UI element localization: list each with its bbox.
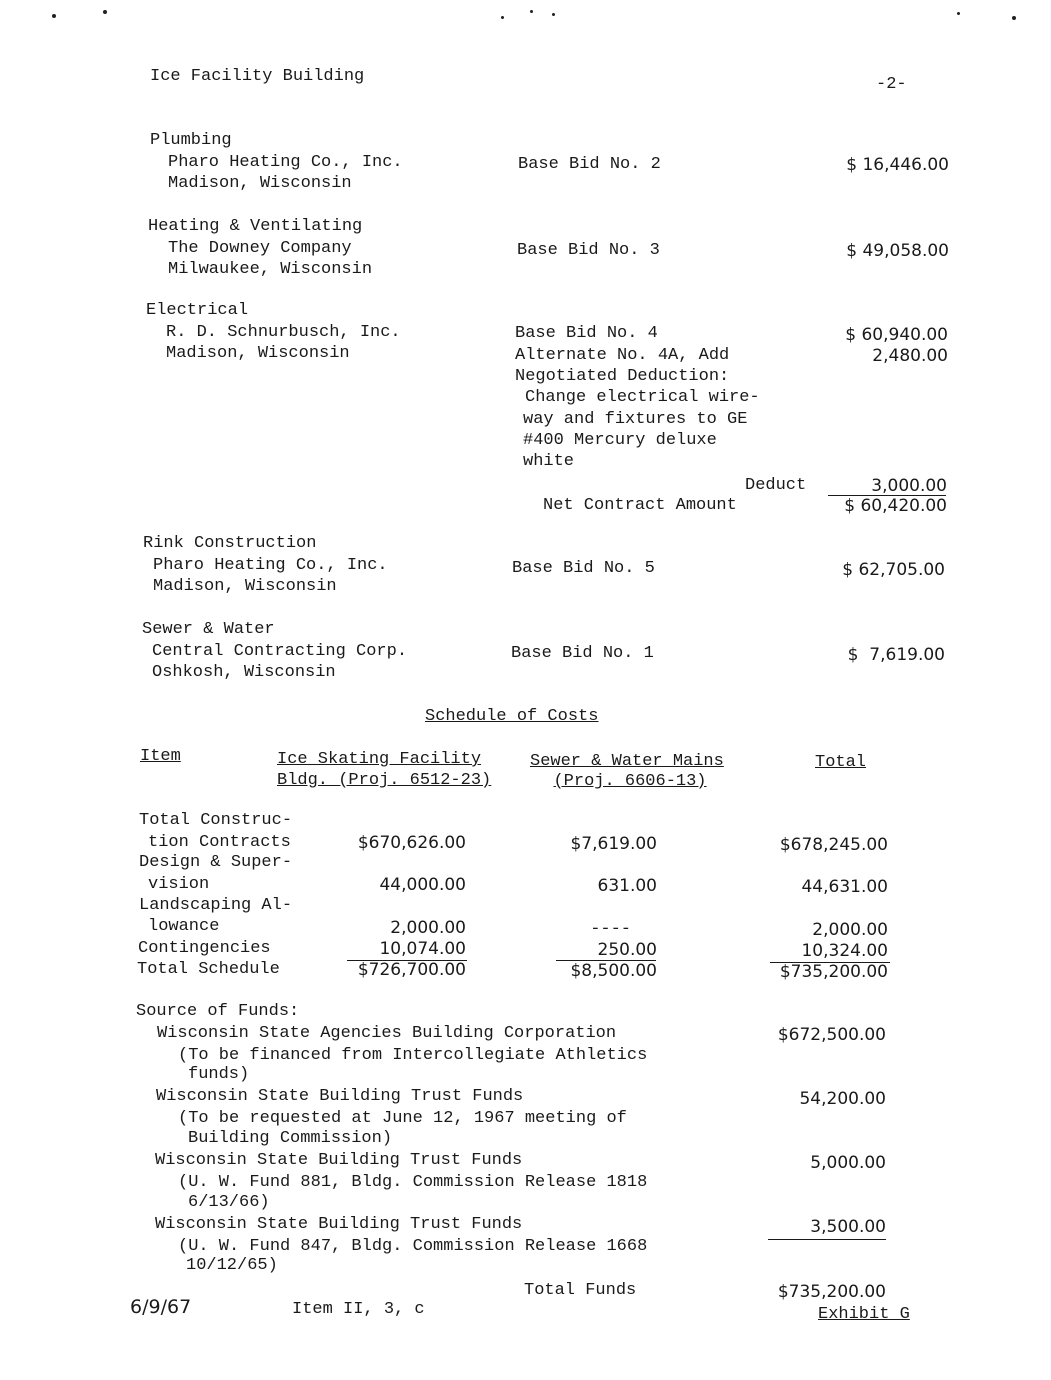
net-contract-label: Net Contract Amount — [543, 496, 737, 515]
column-header-sewer: Sewer & Water Mains — [530, 752, 724, 771]
bid-location: Madison, Wisconsin — [168, 174, 352, 193]
schedule-ice-value: $670,626.00 — [357, 833, 466, 853]
net-contract-amount: $ 60,420.00 — [844, 496, 947, 516]
footer-item-reference: Item II, 3, c — [292, 1300, 425, 1319]
bid-location: Oshkosh, Wisconsin — [152, 663, 336, 682]
fund-note: (U. W. Fund 881, Bldg. Commission Release 1818 — [178, 1173, 648, 1192]
deduct-label: Deduct — [745, 476, 807, 495]
scan-speck — [103, 10, 107, 14]
document-title: Ice Facility Building — [150, 67, 365, 86]
fund-note: 10/12/65) — [186, 1256, 278, 1275]
deduct-amount: 3,000.00 — [871, 476, 947, 496]
column-header-total: Total — [815, 753, 867, 772]
bid-number: Base Bid No. 3 — [517, 241, 660, 260]
schedule-total-value: 10,324.00 — [801, 941, 888, 961]
total-funds-amount: $735,200.00 — [777, 1282, 886, 1302]
schedule-item: Landscaping Al- — [139, 896, 293, 915]
schedule-item: lowance — [148, 917, 220, 936]
column-header-ice-project: Bldg. (Proj. 6512-23) — [277, 771, 492, 790]
deduction-description: way and fixtures to GE — [523, 410, 748, 429]
bid-location: Milwaukee, Wisconsin — [168, 260, 373, 279]
fund-source: Wisconsin State Building Trust Funds — [156, 1087, 524, 1106]
footer-date: 6/9/67 — [130, 1296, 192, 1318]
funds-title: Source of Funds: — [136, 1002, 300, 1021]
bid-amount: $ 7,619.00 — [847, 645, 945, 665]
schedule-ice-value: $726,700.00 — [357, 960, 466, 980]
schedule-total-value: $735,200.00 — [779, 962, 888, 982]
schedule-ice-value: 44,000.00 — [379, 875, 466, 895]
alternate-amount: 2,480.00 — [872, 346, 948, 366]
bid-number: Base Bid No. 1 — [511, 644, 654, 663]
fund-source: Wisconsin State Building Trust Funds — [155, 1151, 523, 1170]
schedule-total-value: 44,631.00 — [801, 877, 888, 897]
fund-note: (U. W. Fund 847, Bldg. Commission Release 1668 — [178, 1237, 648, 1256]
bid-amount: $ 16,446.00 — [846, 155, 949, 175]
column-header-sewer-project: (Proj. 6606-13) — [553, 772, 707, 791]
bid-trade: Rink Construction — [143, 534, 317, 553]
fund-amount: 3,500.00 — [810, 1217, 886, 1237]
schedule-ice-value: 2,000.00 — [390, 918, 466, 938]
schedule-item: Design & Super- — [139, 853, 293, 872]
schedule-total-value: 2,000.00 — [812, 920, 888, 940]
scan-speck — [1012, 16, 1016, 20]
bid-contractor: Central Contracting Corp. — [152, 642, 408, 661]
funds-sum-rule — [768, 1239, 886, 1240]
schedule-sewer-value: $7,619.00 — [570, 834, 657, 854]
scan-speck — [52, 14, 56, 18]
schedule-item: Contingencies — [138, 939, 271, 958]
bid-location: Madison, Wisconsin — [153, 577, 337, 596]
schedule-sewer-value: $8,500.00 — [570, 961, 657, 981]
scan-speck — [501, 16, 504, 19]
bid-trade: Heating & Ventilating — [148, 217, 363, 236]
bid-number: Base Bid No. 4 — [515, 324, 658, 343]
total-funds-label: Total Funds — [524, 1281, 637, 1300]
fund-source: Wisconsin State Agencies Building Corporation — [157, 1024, 617, 1043]
bid-contractor: R. D. Schnurbusch, Inc. — [166, 323, 401, 342]
fund-note: Building Commission) — [188, 1129, 393, 1148]
bid-amount: $ 49,058.00 — [846, 241, 949, 261]
page-number: -2- — [876, 75, 907, 94]
column-header-ice-facility: Ice Skating Facility — [277, 750, 482, 769]
bid-contractor: The Downey Company — [168, 239, 352, 258]
bid-trade: Electrical — [146, 301, 249, 320]
bid-trade: Sewer & Water — [142, 620, 275, 639]
schedule-sewer-value: 631.00 — [597, 876, 657, 896]
fund-source: Wisconsin State Building Trust Funds — [155, 1215, 523, 1234]
fund-amount: $672,500.00 — [777, 1025, 886, 1045]
fund-note: funds) — [188, 1065, 250, 1084]
scan-speck — [957, 12, 960, 15]
bid-trade: Plumbing — [150, 131, 232, 150]
fund-note: 6/13/66) — [188, 1193, 270, 1212]
fund-amount: 54,200.00 — [799, 1089, 886, 1109]
bid-contractor: Pharo Heating Co., Inc. — [153, 556, 388, 575]
schedule-title: Schedule of Costs — [425, 707, 599, 726]
schedule-item: Total Schedule — [137, 960, 280, 979]
bid-number: Base Bid No. 5 — [512, 559, 655, 578]
bid-contractor: Pharo Heating Co., Inc. — [168, 153, 403, 172]
scan-speck — [552, 13, 555, 16]
negotiated-label: Negotiated Deduction: — [515, 367, 730, 386]
bid-amount: $ 62,705.00 — [842, 560, 945, 580]
fund-amount: 5,000.00 — [810, 1153, 886, 1173]
footer-exhibit: Exhibit G — [818, 1305, 910, 1324]
scan-speck — [530, 10, 533, 13]
schedule-item: vision — [148, 875, 210, 894]
bid-location: Madison, Wisconsin — [166, 344, 350, 363]
deduction-description: white — [523, 452, 575, 471]
deduction-description: Change electrical wire- — [525, 388, 760, 407]
fund-note: (To be requested at June 12, 1967 meeting of — [178, 1109, 627, 1128]
schedule-total-value: $678,245.00 — [779, 835, 888, 855]
schedule-ice-value: 10,074.00 — [379, 939, 466, 959]
deduction-description: #400 Mercury deluxe — [523, 431, 717, 450]
alternate-label: Alternate No. 4A, Add — [515, 346, 730, 365]
bid-number: Base Bid No. 2 — [518, 155, 661, 174]
bid-amount: $ 60,940.00 — [845, 325, 948, 345]
schedule-sewer-value: 250.00 — [597, 940, 657, 960]
column-header-item: Item — [140, 747, 181, 766]
fund-note: (To be financed from Intercollegiate Athletics — [178, 1046, 648, 1065]
schedule-item: tion Contracts — [148, 833, 291, 852]
schedule-sewer-value: ---- — [590, 920, 631, 939]
schedule-item: Total Construc- — [139, 811, 293, 830]
